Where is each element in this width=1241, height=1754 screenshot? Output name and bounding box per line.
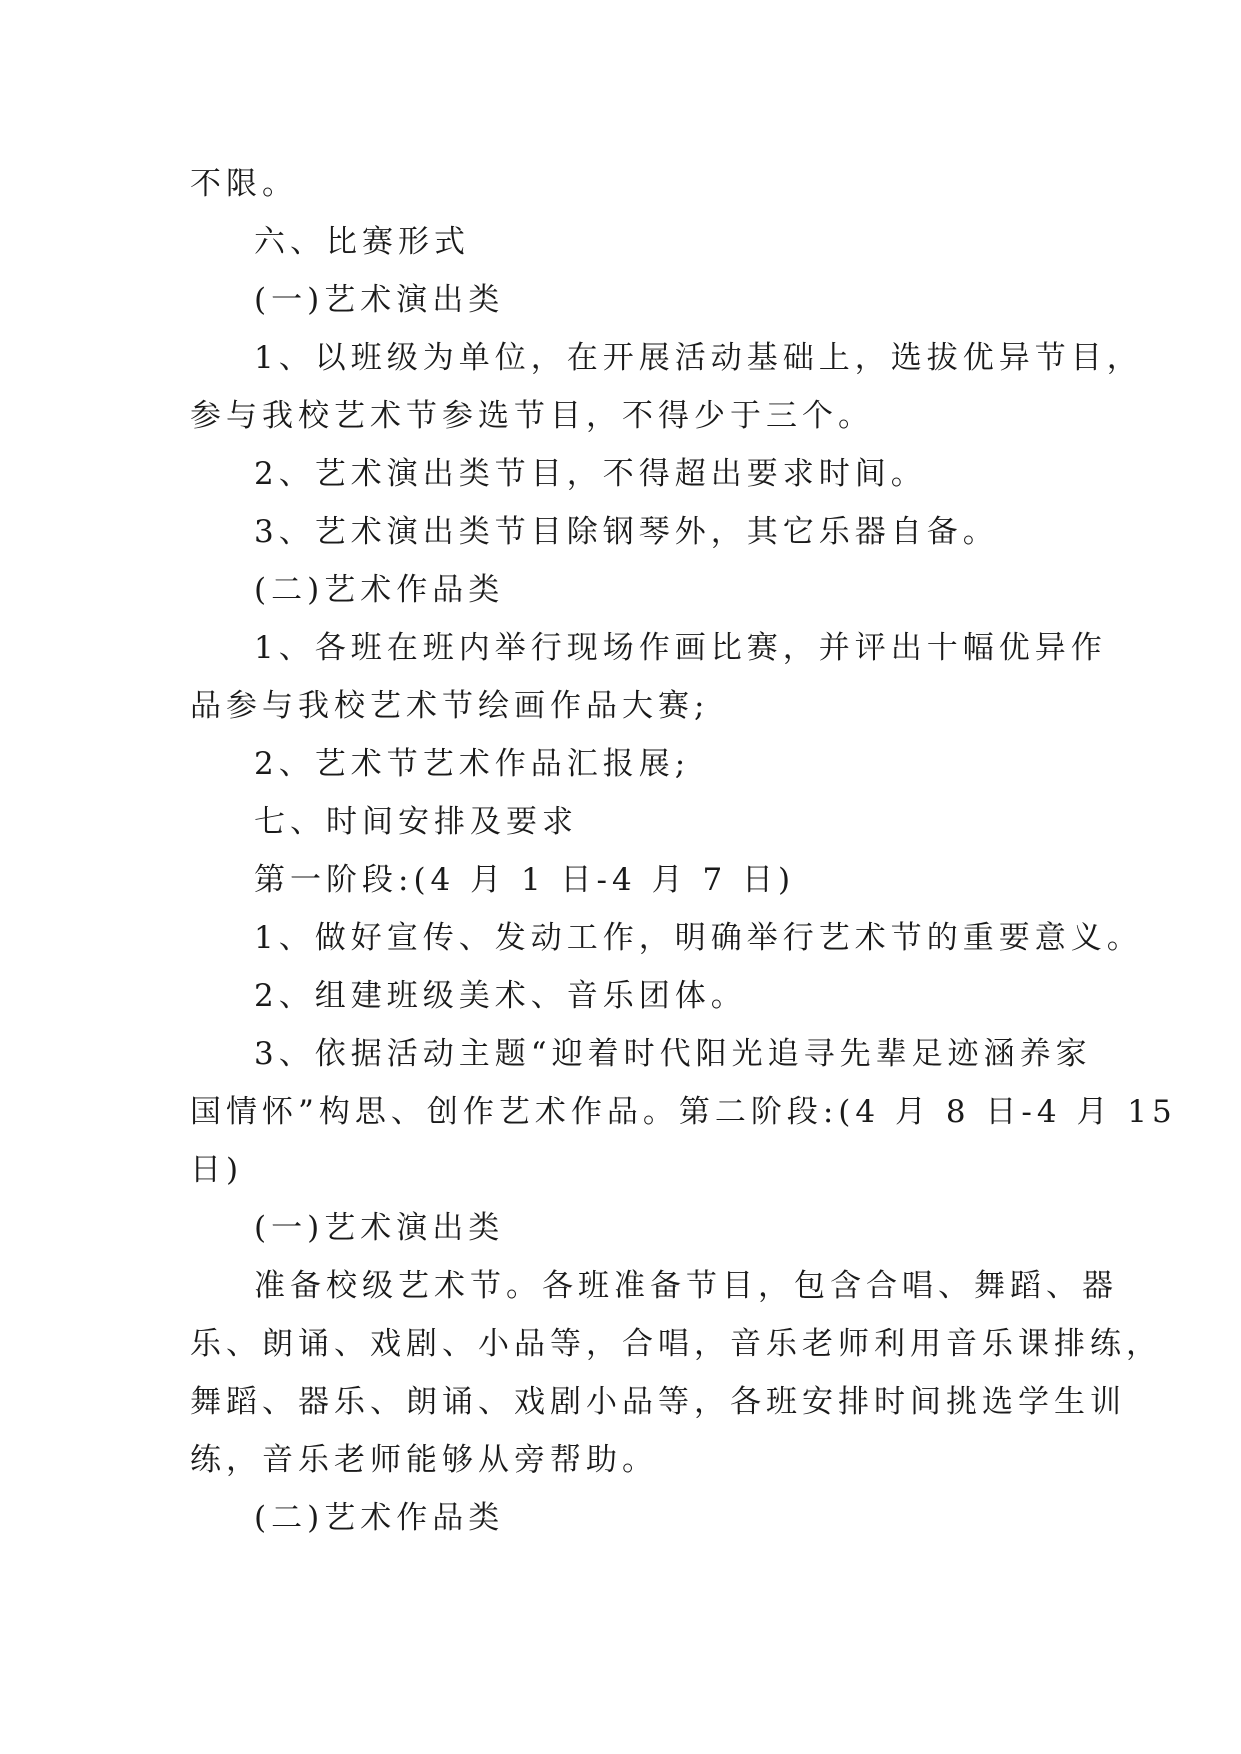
text-line: 3、艺术演出类节目除钢琴外，其它乐器自备。: [254, 514, 999, 550]
document-body: [190, 155, 1177, 1547]
text-line: 2、组建班级美术、音乐团体。: [254, 978, 747, 1014]
text-line: 品参与我校艺术节绘画作品大赛;: [190, 688, 710, 724]
text-line: 1、各班在班内举行现场作画比赛，并评出十幅优异作: [254, 630, 1107, 666]
text-line: 参与我校艺术节参选节目，不得少于三个。: [190, 398, 874, 434]
subsection-heading: (一)艺术演出类: [254, 1210, 505, 1246]
section-heading: 六、比赛形式: [254, 224, 470, 260]
text-line: 日): [190, 1152, 244, 1188]
text-line: 1、以班级为单位，在开展活动基础上，选拔优异节目，: [254, 340, 1143, 376]
text-line: 3、依据活动主题“迎着时代阳光追寻先辈足迹涵养家: [254, 1036, 1092, 1072]
text-line: 准备校级艺术节。各班准备节目，包含合唱、舞蹈、器: [254, 1268, 1118, 1304]
subsection-heading: (二)艺术作品类: [254, 572, 505, 608]
text-line: 2、艺术演出类节目，不得超出要求时间。: [254, 456, 927, 492]
subsection-heading: (二)艺术作品类: [254, 1500, 505, 1536]
text-line: 舞蹈、器乐、朗诵、戏剧小品等，各班安排时间挑选学生训: [190, 1384, 1126, 1420]
text-line: 练，音乐老师能够从旁帮助。: [190, 1442, 658, 1478]
section-heading: 七、时间安排及要求: [254, 804, 578, 840]
text-line: 2、艺术节艺术作品汇报展;: [254, 746, 691, 782]
text-line: 1、做好宣传、发动工作，明确举行艺术节的重要意义。: [254, 920, 1143, 956]
text-line: 国情怀”构思、创作艺术作品。第二阶段:(4 月 8 日-4 月 15: [190, 1094, 1177, 1130]
subsection-heading: (一)艺术演出类: [254, 282, 505, 318]
text-line: 第一阶段:(4 月 1 日-4 月 7 日): [254, 862, 796, 898]
text-line: 不限。: [190, 166, 298, 202]
text-line: 乐、朗诵、戏剧、小品等，合唱，音乐老师利用音乐课排练，: [190, 1326, 1162, 1362]
